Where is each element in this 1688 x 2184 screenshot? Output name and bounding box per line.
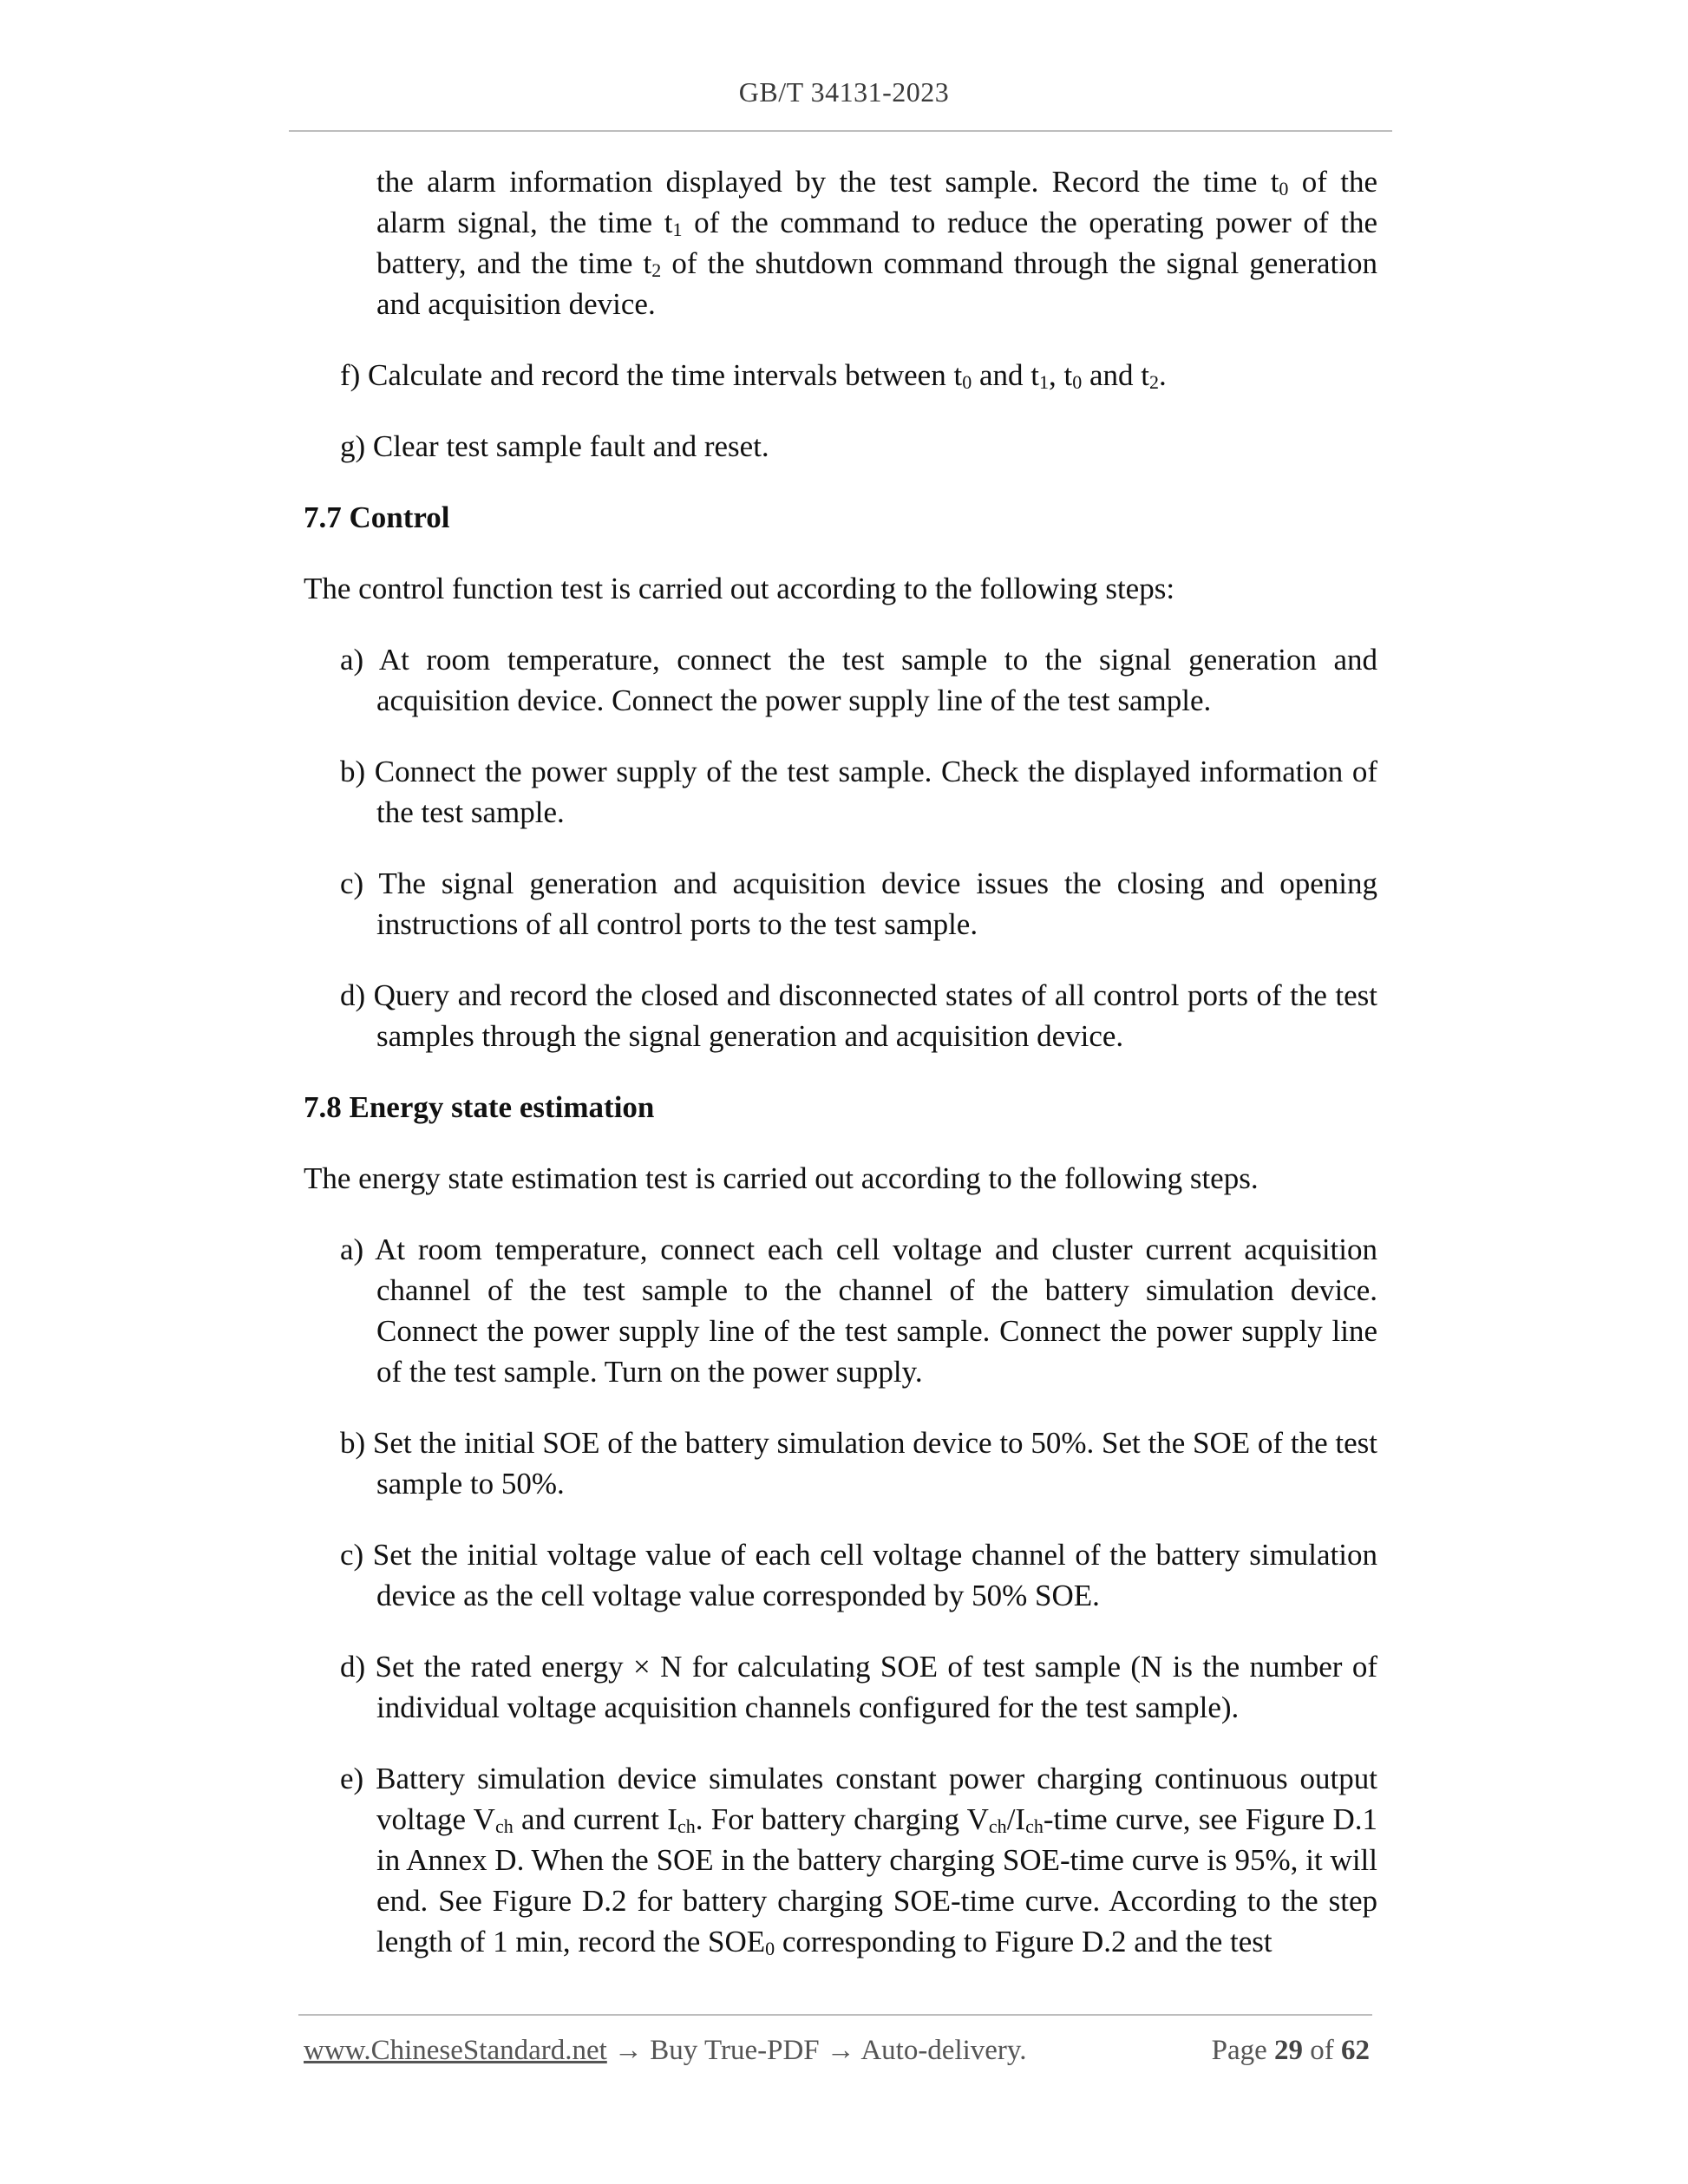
list-item: c) The signal generation and acquisition device issues the closing and opening instructions of all control ports to the test sample. xyxy=(340,866,1377,941)
arrow-icon: → xyxy=(614,2035,644,2066)
buy-pdf-text: Buy True-PDF xyxy=(650,2035,820,2066)
list-item: a) At room temperature, connect each cell voltage and cluster current acquisition channel of the test sample to the channel of the battery simulation device. Connect the power supply line of the test sample. Connect the power supply line of the test sample. Turn on the power supply. xyxy=(340,1233,1377,1389)
section-intro-7-8: The energy state estimation test is carried out according to the following steps. xyxy=(304,1161,1259,1195)
page-number: 29 xyxy=(1274,2035,1303,2066)
page-total: 62 xyxy=(1341,2035,1370,2066)
list-item: d) Set the rated energy × N for calculating SOE of test sample (N is the number of individual voltage acquisition channels configured for the test sample). xyxy=(340,1650,1377,1724)
footer-promo xyxy=(304,2035,1027,2067)
list-item-f: f) Calculate and record the time intervals between $t_0$ and $t_1$, $t_0$ and $t_2$. xyxy=(340,358,1167,393)
section-heading-7-8: 7.8 Energy state estimation xyxy=(304,1090,655,1124)
list-item-g: g) Clear test sample fault and reset. xyxy=(340,429,769,463)
list-item: c) Set the initial voltage value of each cell voltage channel of the battery simulation device as the cell voltage value corresponded by 50% SOE. xyxy=(340,1538,1377,1612)
list-item-e: e) Battery simulation device simulates constant power charging continuous output voltage $V_{ch}$ and current $I_{ch}$. For battery charging $V_{ch}/I_{ch}$-time curve, see Figure D.1 in Annex D. When the SOE in the battery charging SOE-time curve is 95%, it will end. See Figure D.2 for battery charging SOE-time curve. According to the step length of 1 min, record the $SOE_0$ corresponding to Figure D.2 and the test xyxy=(340,1762,1377,1959)
website-link[interactable]: www.ChineseStandard.net xyxy=(304,2035,607,2066)
continuation-paragraph: the alarm information displayed by the test sample. Record the time $t_0$ of the alarm signal, the time $t_1$ of the command to reduce the operating power of the battery, and the time $t_2$ of the shutdown command through the signal generation and acquisition device. xyxy=(376,165,1377,321)
list-item: d) Query and record the closed and disconnected states of all control ports of the test samples through the signal generation and acquisition device. xyxy=(340,978,1377,1053)
section-heading-7-7: 7.7 Control xyxy=(304,500,450,534)
of-label: of xyxy=(1310,2035,1334,2066)
document-header: GB/T 34131-2023 xyxy=(738,76,950,108)
arrow-icon: → xyxy=(826,2035,855,2066)
page-indicator xyxy=(1212,2035,1370,2067)
header-divider xyxy=(289,130,1392,132)
auto-delivery-text: Auto-delivery. xyxy=(860,2035,1027,2066)
list-item: b) Set the initial SOE of the battery simulation device to 50%. Set the SOE of the test sample to 50%. xyxy=(340,1426,1377,1501)
list-item: a) At room temperature, connect the test sample to the signal generation and acquisition device. Connect the power supply line of the test sample. xyxy=(340,643,1377,717)
section-intro-7-7: The control function test is carried out according to the following steps: xyxy=(304,572,1175,605)
list-item: b) Connect the power supply of the test sample. Check the displayed information of the test sample. xyxy=(340,755,1377,829)
page-label: Page xyxy=(1211,2035,1267,2066)
page-body xyxy=(304,161,1377,1992)
footer-divider xyxy=(298,2014,1372,2016)
